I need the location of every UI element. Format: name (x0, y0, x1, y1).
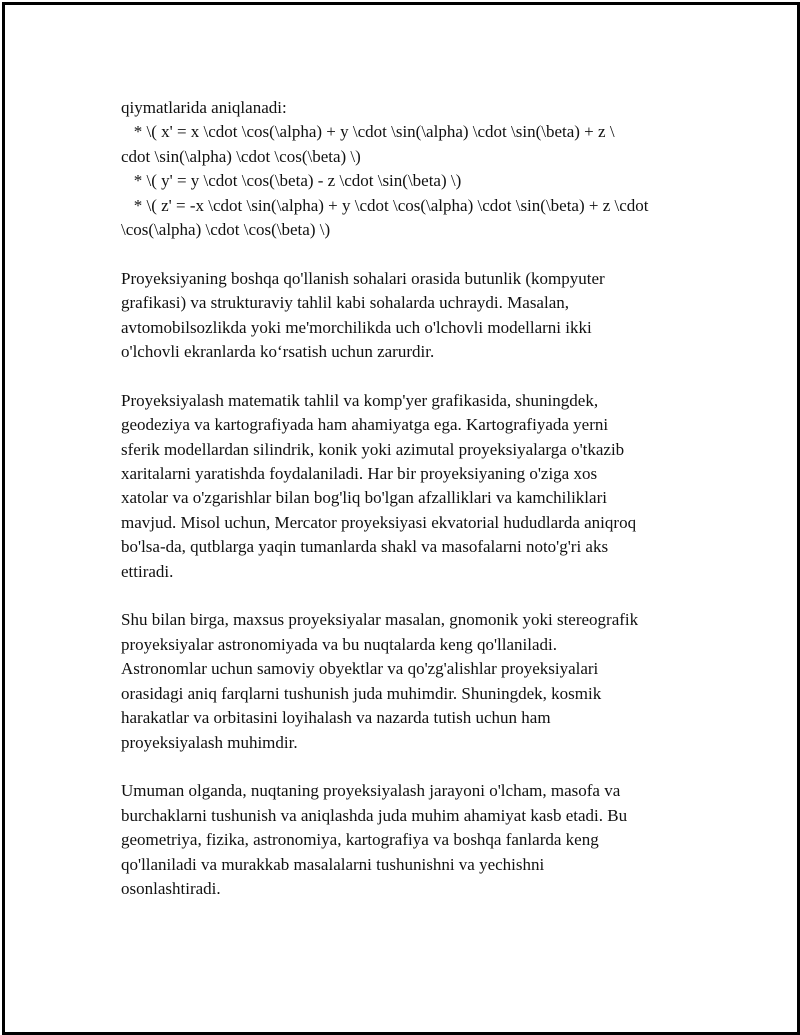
text-line: proyeksiyalar astronomiyada va bu nuqtalarda keng qo'llaniladi. (121, 634, 557, 654)
formula-line: \cos(\alpha) \cdot \cos(\beta) \) (121, 220, 331, 240)
formula-line: * \( y' = y \cdot \cos(\beta) - z \cdot \sin(\beta) \) (121, 171, 462, 191)
text-line: qo'llaniladi va murakkab masalalarni tushunishni va yechishni (121, 854, 545, 874)
text-line: proyeksiyalash muhimdir. (121, 732, 298, 752)
formula-line: * \( z' = -x \cdot \sin(\alpha) + y \cdot \cos(\alpha) \cdot \sin(\beta) + z \cdot (121, 195, 649, 215)
text-line: sferik modellardan silindrik, konik yoki azimutal proyeksiyalarga o'tkazib (121, 439, 625, 459)
text-line: osonlashtiradi. (121, 878, 221, 898)
paragraph-formulas (121, 96, 701, 242)
text-line: bo'lsa-da, qutblarga yaqin tumanlarda shakl va masofalarni noto'g'ri aks (121, 537, 609, 557)
text-line: ettiradi. (121, 561, 174, 581)
text-line: qiymatlarida aniqlanadi: (121, 98, 287, 117)
text-line: mavjud. Misol uchun, Mercator proyeksiyasi ekvatorial hududlarda aniqroq (121, 512, 637, 532)
document-body (121, 96, 701, 926)
text-line: burchaklarni tushunish va aniqlashda juda muhim ahamiyat kasb etadi. Bu (121, 805, 628, 825)
page-frame (2, 2, 800, 1035)
formula-line: cdot \sin(\alpha) \cdot \cos(\beta) \) (121, 146, 361, 166)
paragraph-applications (121, 267, 701, 365)
text-line: xaritalarni yaratishda foydalaniladi. Har bir proyeksiyaning o'ziga xos (121, 464, 598, 484)
text-line: Umuman olganda, nuqtaning proyeksiyalash jarayoni o'lcham, masofa va (121, 781, 621, 801)
paragraph-cartography (121, 389, 701, 584)
text-line: grafikasi) va strukturaviy tahlil kabi sohalarda uchraydi. Masalan, (121, 293, 569, 313)
paragraph-astronomy (121, 608, 701, 754)
text-line: orasidagi aniq farqlarni tushunish juda muhimdir. Shuningdek, kosmik (121, 683, 602, 703)
text-line: geometriya, fizika, astronomiya, kartografiya va boshqa fanlarda keng (121, 830, 599, 850)
text-line: Proyeksiyalash matematik tahlil va komp'yer grafikasida, shuningdek, (121, 390, 599, 410)
text-line: xatolar va o'zgarishlar bilan bog'liq bo'lgan afzalliklari va kamchiliklari (121, 488, 607, 508)
formula-line: * \( x' = x \cdot \cos(\alpha) + y \cdot \sin(\alpha) \cdot \sin(\beta) + z \ (121, 122, 615, 142)
text-line: o'lchovli ekranlarda ko‘rsatish uchun zarurdir. (121, 342, 435, 362)
text-line: geodeziya va kartografiyada ham ahamiyatga ega. Kartografiyada yerni (121, 415, 609, 435)
text-line: Proyeksiyaning boshqa qo'llanish sohalari orasida butunlik (kompyuter (121, 268, 605, 288)
text-line: avtomobilsozlikda yoki me'morchilikda uch o'lchovli modellarni ikki (121, 317, 592, 337)
text-line: Shu bilan birga, maxsus proyeksiyalar masalan, gnomonik yoki stereografik (121, 610, 639, 630)
text-line: harakatlar va orbitasini loyihalash va nazarda tutish uchun ham (121, 708, 551, 728)
paragraph-conclusion (121, 779, 701, 901)
text-line: Astronomlar uchun samoviy obyektlar va qo'zg'alishlar proyeksiyalari (121, 659, 599, 679)
